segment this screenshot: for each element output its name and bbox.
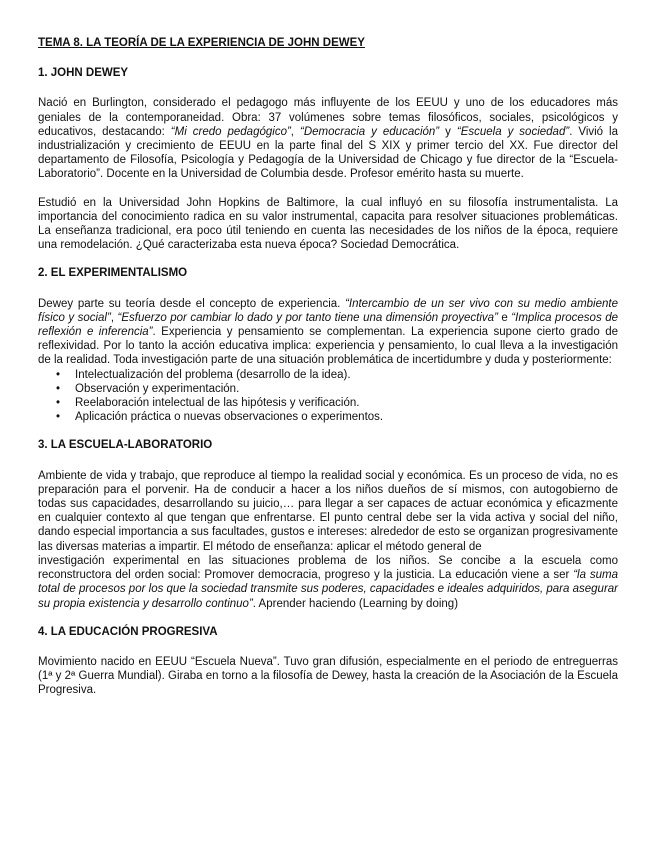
paragraph-experiencia: Dewey parte su teoría desde el concepto de experiencia. “Intercambio de un ser vivo con su medio ambiente físico y social”, “Esfuerzo por cambiar lo dado y por tanto tiene una dimensión proyectiva” e “Implica procesos de reflexión e inferencia”. Experiencia y pensamiento se complementan. La experiencia supone cierto grado de reflexividad. Por lo tanto la acción educativa implica: experiencia y pensamiento, lo cual lleva a la investigación de la realidad. Toda investigación parte de una situación problemática de incertidumbre y duda y posteriormente: [38, 297, 618, 367]
document-title: TEMA 8. LA TEORÍA DE LA EXPERIENCIA DE JOHN DEWEY [38, 37, 365, 49]
document-page [38, 36, 618, 712]
list-item: • Aplicación práctica o nuevas observaciones o experimentos. [38, 410, 618, 424]
section-heading-experimentalismo: 2. EL EXPERIMENTALISMO [38, 267, 188, 280]
list-item: • Observación y experimentación. [38, 382, 618, 396]
list-item: • Reelaboración intelectual de las hipótesis y verificación. [38, 396, 618, 410]
paragraph-biography: Nació en Burlington, considerado el pedagogo más influyente de los EEUU y uno de los educadores más geniales de la contemporaneidad. Obra: 37 volúmenes sobre temas filosóficos, sociales, psicológicos y educativos, destacando: “Mi credo pedagógico”, “Democracia y educación” y “Escuela y sociedad”. Vivió la industrialización y crecimiento de EEUU en la parte final del S XIX y primer tercio del XX. Fue director del departamento de Filosofía, Psicología y Pedagogía de la Universidad de Chicago y fue director de la “Escuela-Laboratorio”. Docente en la Universidad de Columbia desde. Profesor emérito hasta su muerte. [38, 97, 619, 181]
investigation-steps-list [38, 368, 618, 425]
list-item: • Intelectualización del problema (desarrollo de la idea). [38, 368, 618, 382]
paragraph-escuela-2: investigación experimental en las situaciones problema de los niños. Se concibe a la escuela como reconstructora del orden social: Promover democracia, progreso y la justicia. La educación viene a ser “la suma total de procesos por los que la sociedad transmite sus poderes, capacidades e ideales adquiridos, para asegurar su propia existencia y desarrollo continuo”. Aprender haciendo (Learning by doing) [38, 554, 618, 610]
paragraph-educacion-progresiva: Movimiento nacido en EEUU “Escuela Nueva”. Tuvo gran difusión, especialmente en el periodo de entreguerras (1ª y 2ª Guerra Mundial). Giraba en torno a la filosofía de Dewey, hasta la creación de la Asociación de la Escuela Progresiva. [38, 655, 618, 697]
section-heading-escuela-laboratorio: 3. LA ESCUELA-LABORATORIO [38, 439, 213, 452]
section-heading-john-dewey: 1. JOHN DEWEY [38, 67, 129, 80]
section-heading-educacion-progresiva: 4. LA EDUCACIÓN PROGRESIVA [38, 625, 218, 638]
paragraph-education: Estudió en la Universidad John Hopkins de Baltimore, la cual influyó en su filosofía instrumentalista. La importancia del conocimiento radica en su valor instrumental, capacita para resolver situaciones problemáticas. La enseñanza tradicional, era poco útil teniendo en cuenta las necesidades de los niños de la época, requiere una remodelación. ¿Qué caracterizaba esta nueva época? Sociedad Democrática. [38, 196, 618, 252]
paragraph-escuela-1: Ambiente de vida y trabajo, que reproduce al tiempo la realidad social y económica. Es un proceso de vida, no es preparación para el porvenir. Ha de conducir a hacer a los niños dueños de sí mismos, con autogobierno de todas sus capacidades, desarrollando su juicio,… para llegar a ser capaces de actuar económica y eficazmente en cualquier contexto al que tengan que enfrentarse. El punto central debe ser la vida activa y social del niño, dando especial importancia a sus facultades, gustos e intereses: alrededor de esto se organizan progresivamente las diversas materias a impartir. El método de enseñanza: aplicar el método general de [38, 469, 618, 553]
